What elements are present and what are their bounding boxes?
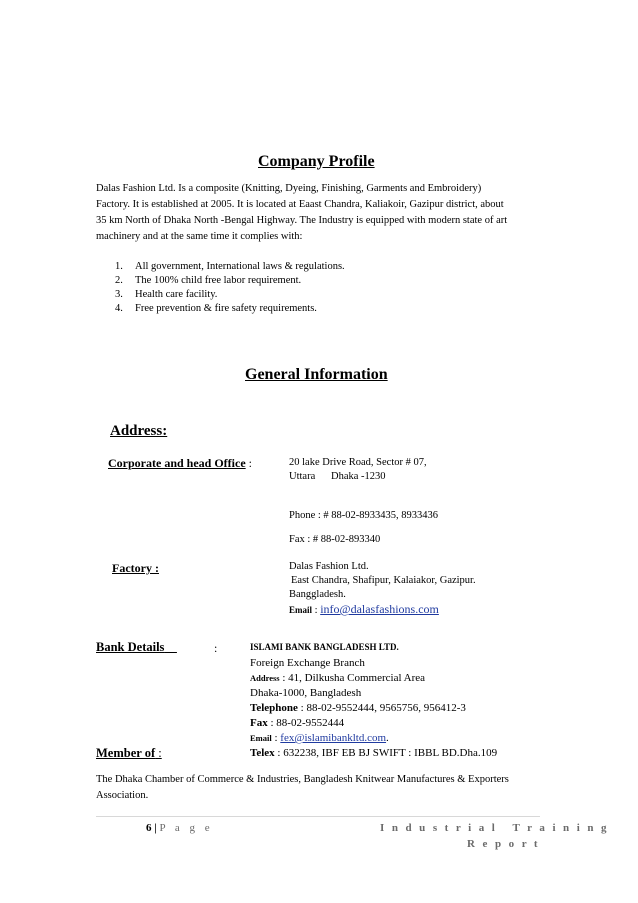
paragraph-line: Factory. It is established at 2005. It is located at Eaast Chandra, Kaliakoir, Gazipur district, about: [96, 199, 504, 210]
list-item: 2. The 100% child free labor requirement.: [115, 275, 302, 286]
factory-label: Factory :: [112, 561, 159, 575]
footer-report-title: I n d u s t r i a l T r a i n i n g R e p o r t: [380, 822, 609, 850]
list-item: 4. Free prevention & fire safety requirements.: [115, 303, 317, 314]
footer-divider: [96, 816, 540, 817]
bank-colon: :: [214, 641, 218, 655]
factory-email: Email : info@dalasfashions.com: [289, 602, 439, 616]
corporate-address: 20 lake Drive Road, Sector # 07, Uttara Dhaka -1230: [289, 457, 427, 482]
corporate-phone: Phone : # 88-02-8933435, 8933436: [289, 510, 439, 521]
bank-name: ISLAMI BANK BANGLADESH LTD.: [250, 642, 399, 652]
factory-address: Dalas Fashion Ltd. East Chandra, Shafipur, Kalaiakor, Gazipur. Banggladesh. Email : info@dalasfashions.com: [289, 561, 476, 616]
bank-details-label: Bank Details: [96, 640, 165, 654]
paragraph-line: 35 km North of Dhaka North -Bengal Highway. The Industry is equipped with modern state of art: [96, 215, 508, 226]
page-number: 6 | P a g e: [146, 822, 214, 834]
address-heading: Address:: [110, 423, 168, 439]
member-of-label: Member of :: [96, 746, 162, 760]
paragraph-line: Dalas Fashion Ltd. Is a composite (Knitting, Dyeing, Finishing, Garments and Embroidery): [96, 183, 482, 194]
list-item: 1. All government, International laws & regulations.: [115, 261, 345, 272]
bank-email: Email : fex@islamibankltd.com.: [250, 732, 389, 744]
bank-info: Foreign Exchange Branch Address : 41, Dilkusha Commercial Area Dhaka-1000, Bangladesh Telephone : 88-02-9552444, 9565756, 956412-3 Fax : 88-02-9552444 Email : fex@islamibankltd.com. Telex : 632238, IBF EB BJ SWIFT : IBBL BD.Dha.109: [250, 657, 498, 759]
company-profile-paragraph: [96, 181, 546, 245]
corporate-office-label: Corporate and head Office :: [108, 456, 252, 470]
general-info-title: General Information: [245, 366, 388, 383]
factory-email-link[interactable]: info@dalasfashions.com: [320, 602, 439, 616]
company-profile-title: Company Profile: [258, 153, 375, 170]
paragraph-line: machinery and at the same time it complies with:: [96, 231, 303, 242]
compliance-list: [115, 260, 345, 316]
member-of-text: The Dhaka Chamber of Commerce & Industries, Bangladesh Knitwear Manufactures & Exporters Association.: [96, 774, 509, 801]
bank-email-link[interactable]: fex@islamibankltd.com: [280, 732, 387, 744]
list-item: 3. Health care facility.: [115, 289, 218, 300]
corporate-fax: Fax : # 88-02-893340: [289, 534, 381, 545]
